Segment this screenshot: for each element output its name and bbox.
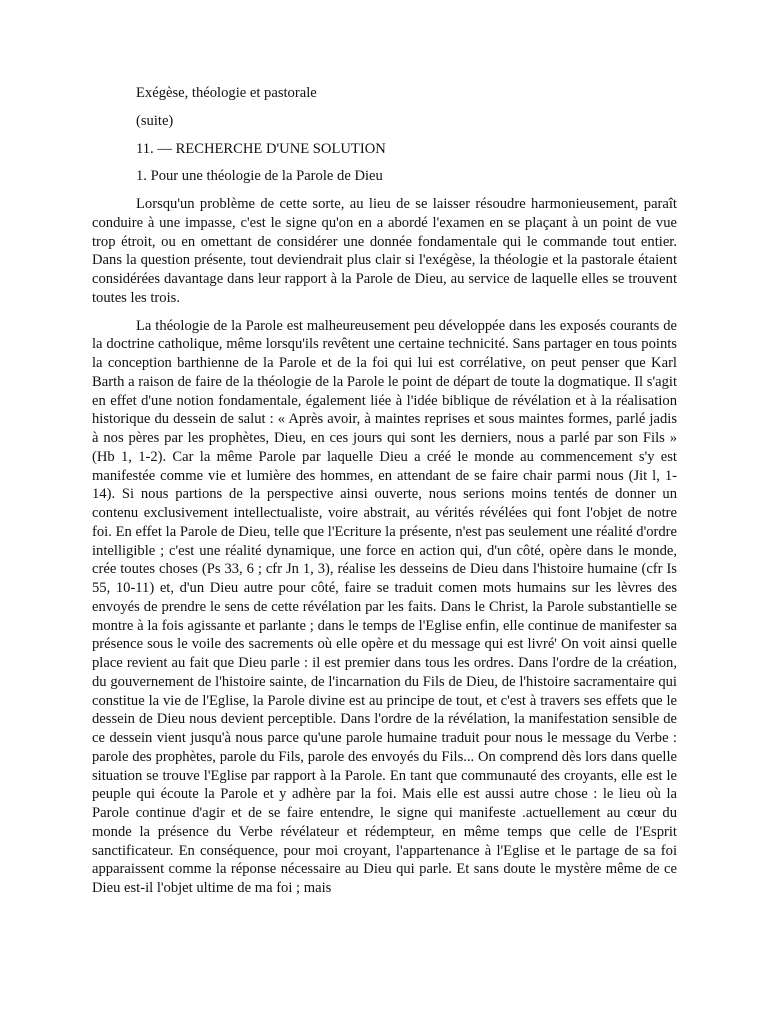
- section-title: 11. — RECHERCHE D'UNE SOLUTION: [136, 140, 386, 157]
- continuation-note: (suite): [136, 112, 174, 129]
- body-paragraph-2: La théologie de la Parole est malheureusement peu développée dans les exposés courants de la doctrine catholique, même lorsqu'ils revêtent une certaine technicité. Sans partager en tous points la conception barthienne de la Parole et de la foi qui lui est corrélative, on peut penser que Karl Barth a raison de faire de la théologie de la Parole le point de départ de toute la dogmatique. Il s'agit en effet d'une notion fondamentale, également liée à l'idée biblique de révélation et à la réalisation historique du dessein de salut : « Après avoir, à maintes reprises et sous maintes formes, parlé jadis à nos pères par les prophètes, Dieu, en ces jours qui sont les derniers, nous a parlé par son Fils » (Hb 1, 1-2). Car la même Parole par laquelle Dieu a créé le monde au commencement s'y est manifestée comme vie et lumière des hommes, en attendant de se faire chair parmi nous (Jit l, 1-14). Si nous partions de la perspective ainsi ouverte, nous serions moins tentés de donner un contenu exclusivement intellectualiste, voire abstrait, au vérités révélées qui font l'objet de notre foi. En effet la Parole de Dieu, telle que l'Ecriture la présente, n'est pas seulement une réalité d'ordre intelligible ; c'est une réalité dynamique, une force en action qui, d'un côté, opère dans le monde, crée toutes choses (Ps 33, 6 ; cfr Jn 1, 3), réalise les desseins de Dieu dans l'histoire humaine (cfr Is 55, 10-11) et, d'un Dieu autre pour côté, faire se traduit comen mots humains sur les lèvres des envoyés de prendre le sens de cette révélation par les faits. Dans le Christ, la Parole substantielle se montre à la fois agissante et parlante ; dans le temps de l'Eglise enfin, elle continue de manifester sa présence sous le voile des sacrements où elle opère et du message qui est livré' On voit ainsi quelle place revient au fait que Dieu parle : il est premier dans tous les ordres. Dans l'ordre de la création, du gouvernement de l'histoire sainte, de l'incarnation du Fils de Dieu, de l'histoire sacramentaire qui constitue la vie de l'Eglise, la Parole divine est au principe de tout, et c'est à travers ses effets que le dessein de Dieu nous devient perceptible. Dans l'ordre de la révélation, la manifestation sensible de ce dessein vient jusqu'à nous parce qu'une parole humaine traduit pour nous le message du Verbe : parole des prophètes, parole du Fils, parole des envoyés du Fils... On comprend dès lors dans quelle situation se trouve l'Eglise par rapport à la Parole. En tant que communauté des croyants, elle est le peuple qui écoute la Parole et y adhère par la foi. Mais elle est aussi autre chose : le lieu où la Parole continue d'agir et de se faire entendre, le signe qui manifeste .actuellement au cœur du monde la présence du Verbe révélateur et rédempteur, en même temps que celle de l'Esprit sanctificateur. En conséquence, pour moi croyant, l'appartenance à l'Eglise et le partage de sa foi apparaissent comme la réponse nécessaire au Dieu qui parle. Et sans doute le mystère même de ce Dieu est-il l'objet ultime de ma foi ; mais: [92, 317, 677, 896]
- subsection-title: 1. Pour une théologie de la Parole de Dieu: [136, 168, 383, 185]
- document-body: [92, 84, 677, 907]
- body-paragraph-1: Lorsqu'un problème de cette sorte, au lieu de se laisser résoudre harmonieusement, paraît conduire à une impasse, c'est le signe qu'on en a abordé l'examen en se plaçant à un point de vue trop étroit, ou en omettant de considérer une donnée fondamentale qui le commande tout entier. Dans la question présente, tout deviendrait plus clair si l'exégèse, la théologie et la pastorale étaient considérées davantage dans leur rapport à la Parole de Dieu, au service de laquelle elles se trouvent toutes les trois.: [92, 196, 677, 306]
- series-title: Exégèse, théologie et pastorale: [136, 85, 317, 101]
